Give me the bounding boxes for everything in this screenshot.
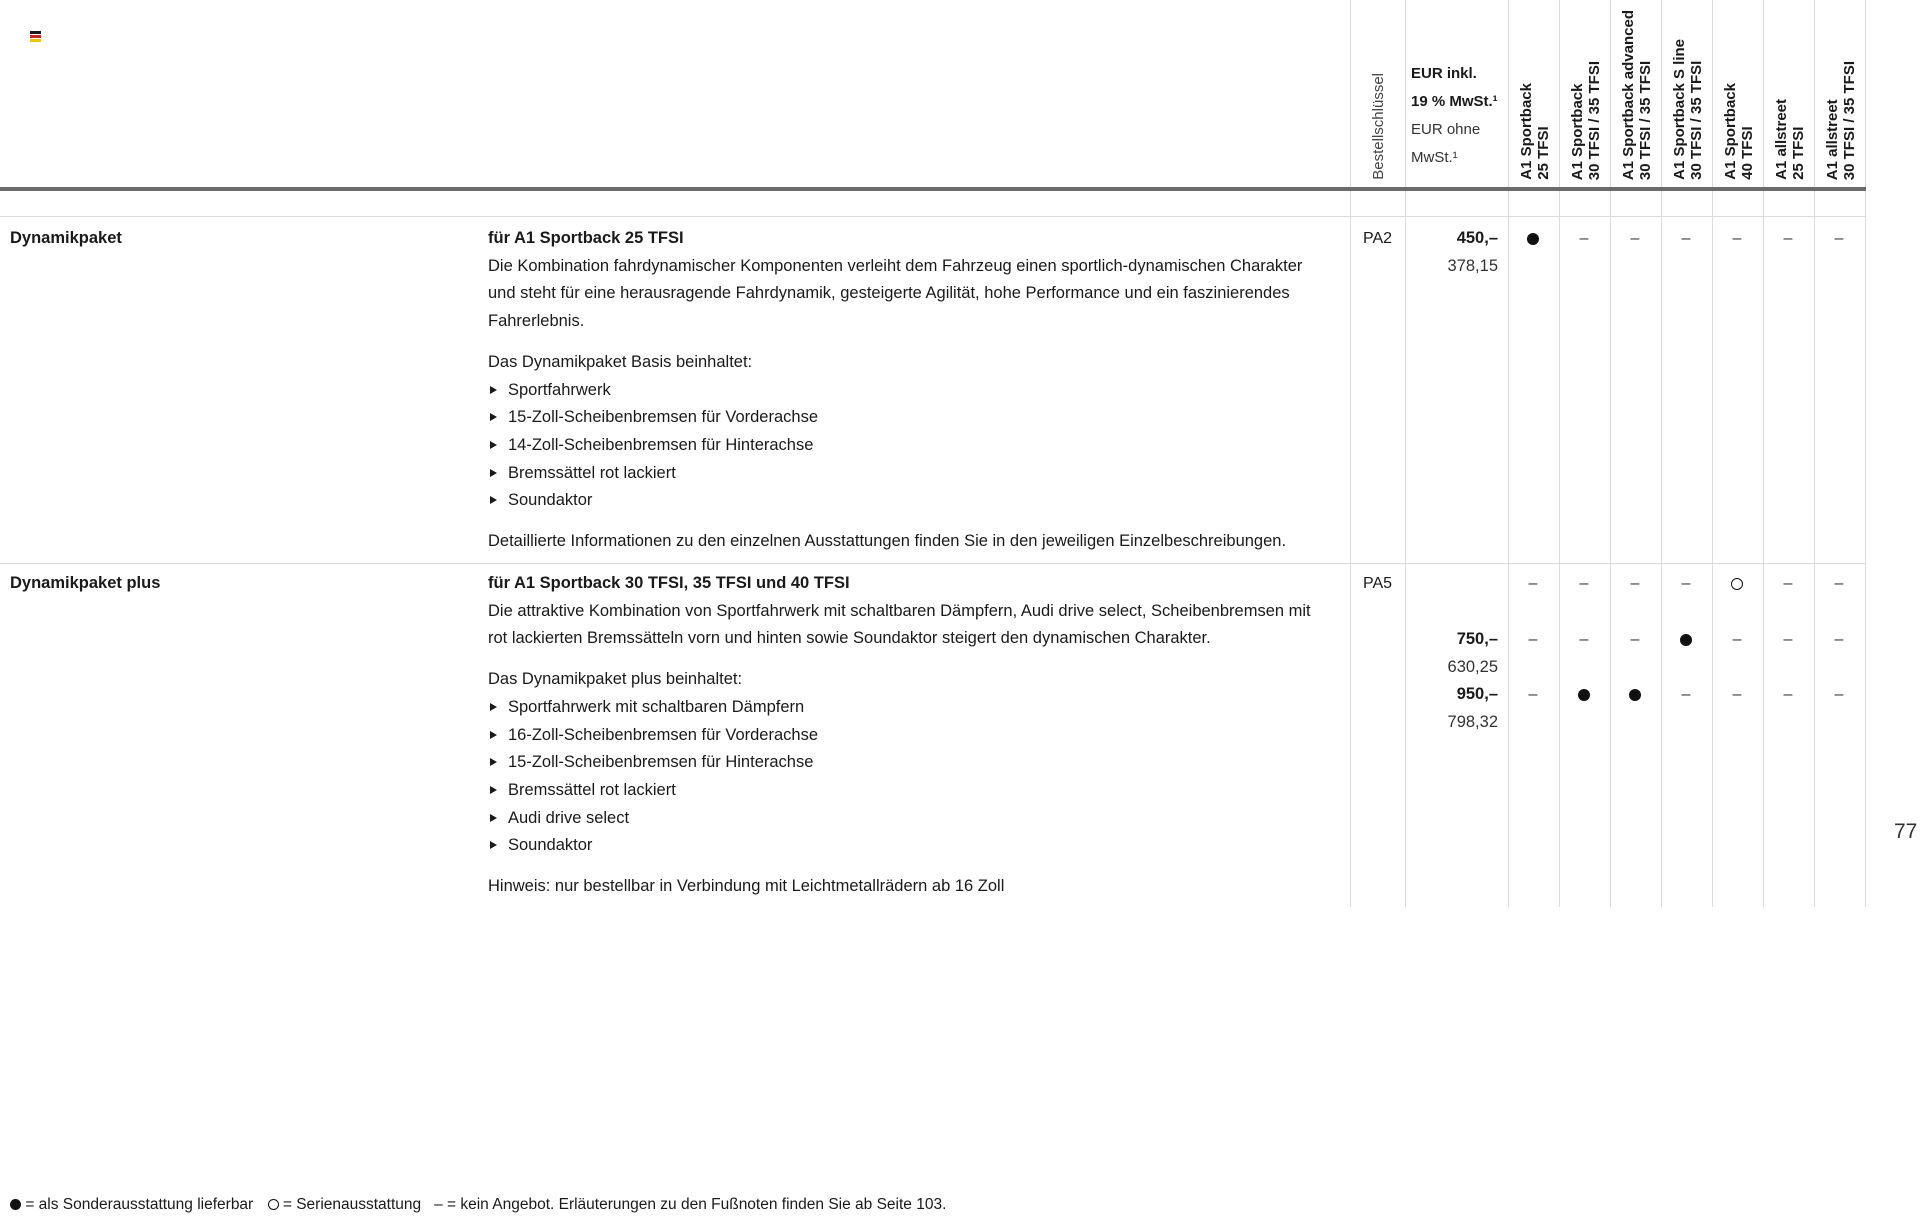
header-bestellschluessel: Bestellschlüssel	[1370, 73, 1387, 180]
price-excl: 798,32	[1447, 712, 1498, 731]
price-cell	[1418, 681, 1498, 736]
row-list-heading: Das Dynamikpaket plus beinhaltet:	[488, 670, 743, 689]
price-incl: 950,–	[1456, 685, 1498, 703]
row-intro: Die attraktive Kombination von Sportfahrwerk mit schaltbaren Dämpfern, Audi drive select, Scheibenbremsen mit rot lackierten Bremssätteln vorn und hinten sowie Soundaktor steigert den dynamischen Charakter.	[488, 601, 1311, 648]
list-item: 14-Zoll-Scheibenbremsen für Hinterachse	[488, 432, 1333, 460]
price-incl: 450,–	[1456, 229, 1498, 247]
list-item: Bremssättel rot lackiert	[488, 777, 1333, 805]
grid-hline	[0, 216, 1866, 217]
dash-mark: –	[1681, 575, 1691, 592]
price-cell	[1418, 225, 1498, 280]
list-item: 15-Zoll-Scheibenbremsen für Hinterachse	[488, 749, 1333, 777]
grid-vline	[1712, 0, 1713, 907]
dash-mark: –	[1783, 230, 1793, 247]
dash-mark: –	[1630, 631, 1640, 648]
row-title: für A1 Sportback 25 TFSI	[488, 229, 684, 247]
filled-dot-icon	[1559, 685, 1609, 705]
dash-mark: –	[1834, 631, 1844, 648]
open-circle-icon	[268, 1199, 279, 1210]
list-item: Soundaktor	[488, 832, 1333, 860]
row-name-dynamikpaket: Dynamikpaket	[10, 229, 122, 247]
grid-hline	[0, 563, 1866, 564]
dash-mark: –	[1783, 631, 1793, 648]
filled-dot-icon	[1610, 685, 1660, 705]
dash-mark: –	[1681, 230, 1691, 247]
grid-vline	[1763, 0, 1764, 907]
list-item: Audi drive select	[488, 805, 1333, 833]
price-cell	[1418, 626, 1498, 681]
row-description-dynamikpaket	[488, 225, 1333, 556]
header-price-excl-1: EUR ohne	[1411, 121, 1481, 138]
grid-vline	[1405, 0, 1406, 907]
grid-vline	[1559, 0, 1560, 907]
open-circle-icon	[1712, 574, 1762, 594]
dash-mark: –	[1732, 631, 1742, 648]
list-item: Soundaktor	[488, 487, 1333, 515]
header-price	[1411, 60, 1498, 172]
row-list-heading: Das Dynamikpaket Basis beinhaltet:	[488, 352, 753, 371]
order-code: PA2	[1363, 230, 1393, 247]
header-divider	[0, 187, 1866, 191]
dash-mark: –	[1579, 575, 1589, 592]
dash-mark: –	[1834, 686, 1844, 703]
dash-mark: –	[1732, 230, 1742, 247]
row-intro: Die Kombination fahrdynamischer Komponenten verleiht dem Fahrzeug einen sportlich-dynamischen Charakter und steht für eine herausragende Fahrdynamik, gesteigerte Agilität, hohe Performance und ein faszinierendes Fahrerlebnis.	[488, 256, 1303, 331]
header-model-7: A1 allstreet 30 TFSI / 35 TFSI	[1824, 60, 1858, 180]
list-item: Bremssättel rot lackiert	[488, 460, 1333, 488]
dash-mark: –	[1528, 575, 1538, 592]
grid-vline	[1661, 0, 1662, 907]
grid-vline	[1350, 0, 1351, 907]
dash-mark: –	[1783, 686, 1793, 703]
dash-mark: –	[1579, 631, 1589, 648]
price-incl: 750,–	[1456, 630, 1498, 648]
header-model-6: A1 allstreet 25 TFSI	[1773, 99, 1807, 180]
dash-mark: –	[1732, 686, 1742, 703]
grid-vline	[1814, 0, 1815, 907]
row-note: Hinweis: nur bestellbar in Verbindung mit Leichtmetallrädern ab 16 Zoll	[488, 877, 1005, 896]
feature-list	[488, 694, 1333, 860]
list-item: 15-Zoll-Scheibenbremsen für Vorderachse	[488, 404, 1333, 432]
header-model-2: A1 Sportback 30 TFSI / 35 TFSI	[1569, 60, 1603, 180]
page-number: 77	[1894, 820, 1918, 843]
grid-vline	[1610, 0, 1611, 907]
order-code: PA5	[1363, 575, 1393, 592]
row-name-dynamikpaket-plus: Dynamikpaket plus	[10, 574, 161, 592]
dash-mark: –	[1834, 230, 1844, 247]
list-item: Sportfahrwerk	[488, 377, 1333, 405]
legend	[10, 1196, 946, 1214]
dash-mark: –	[1630, 575, 1640, 592]
header-model-4: A1 Sportback S line 30 TFSI / 35 TFSI	[1671, 39, 1705, 180]
price-excl: 630,25	[1447, 657, 1498, 676]
header-price-incl-2: 19 % MwSt.¹	[1411, 93, 1498, 110]
header-price-incl-1: EUR inkl.	[1411, 65, 1477, 82]
grid-vline	[1865, 0, 1866, 907]
header-model-1: A1 Sportback 25 TFSI	[1518, 83, 1552, 180]
row-description-dynamikpaket-plus	[488, 570, 1333, 901]
dash-mark: –	[1579, 230, 1589, 247]
dash-mark: –	[1528, 686, 1538, 703]
legend-dash: – = kein Angebot. Erläuterungen zu den Fußnoten finden Sie ab Seite 103.	[434, 1196, 947, 1213]
header-model-5: A1 Sportback 40 TFSI	[1722, 83, 1756, 180]
dash-mark: –	[1681, 686, 1691, 703]
price-excl: 378,15	[1447, 256, 1498, 275]
filled-dot-icon	[1508, 229, 1558, 249]
feature-list	[488, 377, 1333, 516]
dash-mark: –	[1630, 230, 1640, 247]
legend-filled: = als Sonderausstattung lieferbar	[25, 1196, 254, 1213]
list-item: 16-Zoll-Scheibenbremsen für Vorderachse	[488, 722, 1333, 750]
row-title: für A1 Sportback 30 TFSI, 35 TFSI und 40 TFSI	[488, 574, 850, 592]
dash-mark: –	[1834, 575, 1844, 592]
flag-icon	[30, 31, 41, 41]
header-model-3: A1 Sportback advanced 30 TFSI / 35 TFSI	[1620, 9, 1654, 180]
list-item: Sportfahrwerk mit schaltbaren Dämpfern	[488, 694, 1333, 722]
legend-open: = Serienausstattung	[282, 1196, 422, 1213]
dash-mark: –	[1783, 575, 1793, 592]
filled-dot-icon	[1661, 630, 1711, 650]
header-price-excl-2: MwSt.¹	[1411, 149, 1458, 166]
dash-mark: –	[1528, 631, 1538, 648]
filled-dot-icon	[10, 1199, 21, 1210]
row-note: Detaillierte Informationen zu den einzelnen Ausstattungen finden Sie in den jeweiligen Einzelbeschreibungen.	[488, 532, 1287, 551]
grid-vline	[1508, 0, 1509, 907]
